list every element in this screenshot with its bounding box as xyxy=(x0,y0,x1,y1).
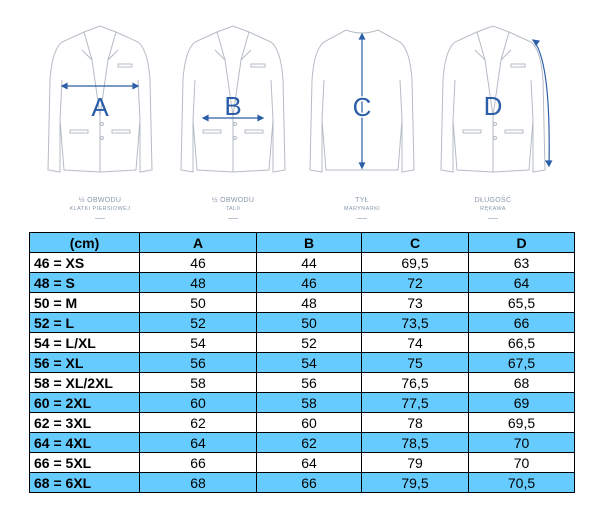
value-a-cell: 50 xyxy=(140,293,257,313)
subcaption-b: TALII xyxy=(225,206,241,212)
header-d: D xyxy=(469,233,575,253)
jacket-front-waist-diagram xyxy=(173,20,293,180)
value-d-cell: 70,5 xyxy=(469,473,575,493)
table-row xyxy=(30,253,575,273)
size-cell: 64 = 4XL xyxy=(30,433,140,453)
caption-d: DŁUGOŚĆ xyxy=(474,197,512,204)
value-b-cell: 50 xyxy=(257,313,362,333)
table-row xyxy=(30,293,575,313)
size-cell: 60 = 2XL xyxy=(30,393,140,413)
value-a-cell: 62 xyxy=(140,413,257,433)
value-b-cell: 48 xyxy=(257,293,362,313)
value-b-cell: 44 xyxy=(257,253,362,273)
value-b-cell: 66 xyxy=(257,473,362,493)
subcaption-d: RĘKAWA xyxy=(480,206,506,212)
table-row xyxy=(30,373,575,393)
header-cm: (cm) xyxy=(30,233,140,253)
value-b-cell: 60 xyxy=(257,413,362,433)
value-c-cell: 76,5 xyxy=(362,373,469,393)
value-c-cell: 73 xyxy=(362,293,469,313)
diagram-letter-b: B xyxy=(224,91,242,121)
size-cell: 66 = 5XL xyxy=(30,453,140,473)
caption-c: TYŁ xyxy=(355,197,369,204)
table-row xyxy=(30,413,575,433)
jacket-sleeve-length-diagram xyxy=(433,20,553,180)
value-c-cell: 74 xyxy=(362,333,469,353)
value-d-cell: 70 xyxy=(469,453,575,473)
size-cell: 58 = XL/2XL xyxy=(30,373,140,393)
table-header-row xyxy=(30,233,575,253)
value-a-cell: 56 xyxy=(140,353,257,373)
value-b-cell: 64 xyxy=(257,453,362,473)
value-d-cell: 63 xyxy=(469,253,575,273)
table-row xyxy=(30,333,575,353)
size-chart-table xyxy=(29,232,575,493)
value-a-cell: 64 xyxy=(140,433,257,453)
value-b-cell: 62 xyxy=(257,433,362,453)
value-b-cell: 54 xyxy=(257,353,362,373)
size-cell: 46 = XS xyxy=(30,253,140,273)
size-cell: 48 = S xyxy=(30,273,140,293)
size-cell: 50 = M xyxy=(30,293,140,313)
subcaption-c: MARYNARKI xyxy=(343,206,381,212)
value-b-cell: 46 xyxy=(257,273,362,293)
value-c-cell: 79,5 xyxy=(362,473,469,493)
value-a-cell: 58 xyxy=(140,373,257,393)
header-c: C xyxy=(362,233,469,253)
value-a-cell: 52 xyxy=(140,313,257,333)
header-b: B xyxy=(257,233,362,253)
table-row xyxy=(30,273,575,293)
caption-a: ½ OBWODU xyxy=(78,197,122,204)
value-c-cell: 78 xyxy=(362,413,469,433)
value-d-cell: 66 xyxy=(469,313,575,333)
value-a-cell: 48 xyxy=(140,273,257,293)
caption-b: ½ OBWODU xyxy=(211,197,255,204)
value-a-cell: 46 xyxy=(140,253,257,273)
table-row xyxy=(30,313,575,333)
value-d-cell: 69 xyxy=(469,393,575,413)
value-d-cell: 65,5 xyxy=(469,293,575,313)
value-c-cell: 69,5 xyxy=(362,253,469,273)
jacket-back-length-diagram xyxy=(302,20,422,180)
value-a-cell: 60 xyxy=(140,393,257,413)
size-cell: 52 = L xyxy=(30,313,140,333)
caption-rule-d xyxy=(488,218,498,219)
value-c-cell: 79 xyxy=(362,453,469,473)
value-c-cell: 73,5 xyxy=(362,313,469,333)
diagram-letter-d: D xyxy=(483,91,503,121)
table-row xyxy=(30,453,575,473)
value-d-cell: 64 xyxy=(469,273,575,293)
value-d-cell: 68 xyxy=(469,373,575,393)
value-c-cell: 78,5 xyxy=(362,433,469,453)
value-d-cell: 70 xyxy=(469,433,575,453)
diagram-letter-a: A xyxy=(91,92,109,122)
value-a-cell: 68 xyxy=(140,473,257,493)
value-c-cell: 75 xyxy=(362,353,469,373)
value-d-cell: 69,5 xyxy=(469,413,575,433)
measurement-diagrams xyxy=(0,0,603,228)
subcaption-a: KLATKI PIERSIOWEJ xyxy=(69,206,131,212)
diagram-letter-c: C xyxy=(352,92,372,122)
caption-rule-c xyxy=(357,218,367,219)
header-a: A xyxy=(140,233,257,253)
caption-rule-b xyxy=(228,218,238,219)
value-c-cell: 72 xyxy=(362,273,469,293)
table-row xyxy=(30,393,575,413)
size-cell: 54 = L/XL xyxy=(30,333,140,353)
value-b-cell: 52 xyxy=(257,333,362,353)
value-b-cell: 56 xyxy=(257,373,362,393)
table-row xyxy=(30,433,575,453)
size-cell: 62 = 3XL xyxy=(30,413,140,433)
value-d-cell: 66,5 xyxy=(469,333,575,353)
size-cell: 56 = XL xyxy=(30,353,140,373)
value-c-cell: 77,5 xyxy=(362,393,469,413)
size-cell: 68 = 6XL xyxy=(30,473,140,493)
jacket-front-chest-diagram xyxy=(40,20,160,180)
table-row xyxy=(30,353,575,373)
value-a-cell: 66 xyxy=(140,453,257,473)
value-a-cell: 54 xyxy=(140,333,257,353)
table-row xyxy=(30,473,575,493)
value-d-cell: 67,5 xyxy=(469,353,575,373)
value-b-cell: 58 xyxy=(257,393,362,413)
caption-rule-a xyxy=(95,218,105,219)
